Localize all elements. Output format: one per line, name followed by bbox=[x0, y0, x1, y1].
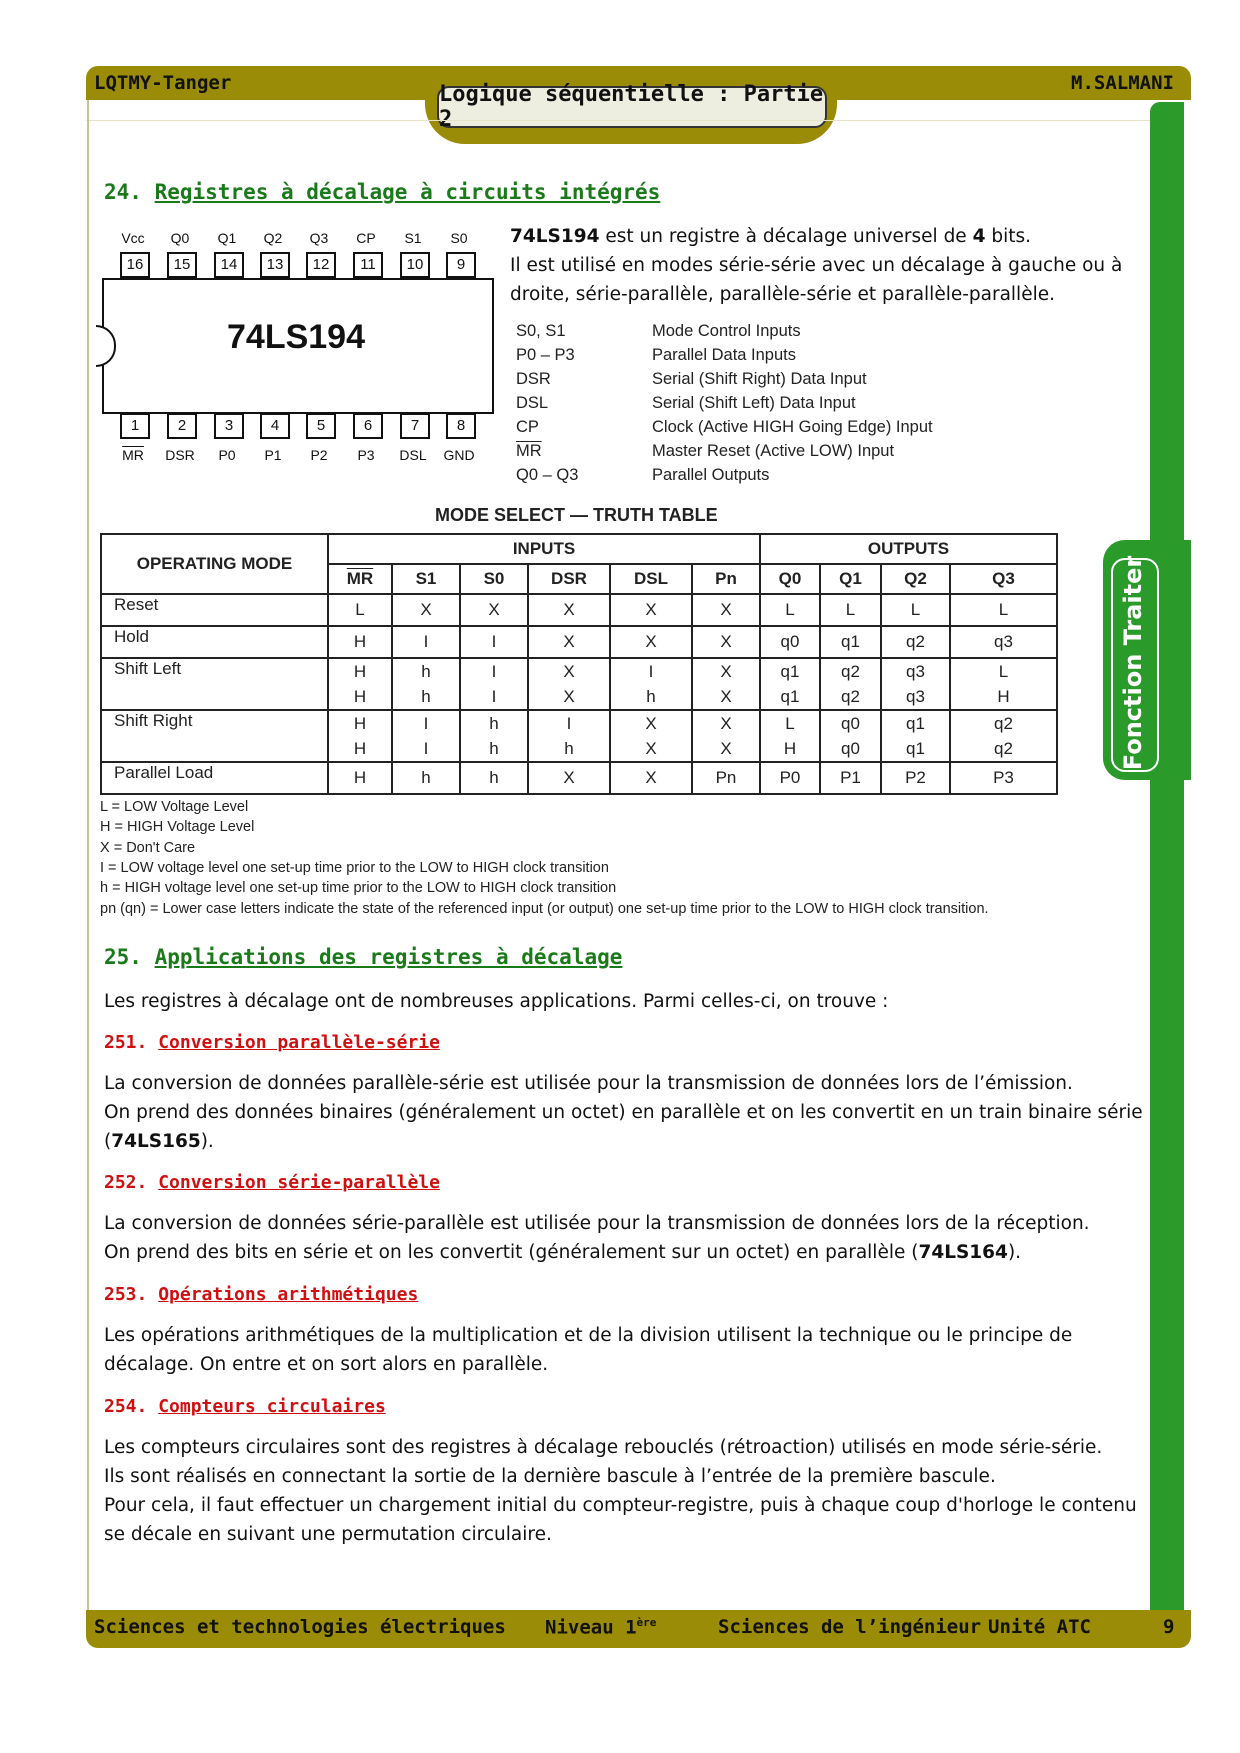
section-252-text bbox=[104, 1209, 1144, 1267]
truth-table-mode: Reset bbox=[101, 594, 328, 626]
footer-subject: Sciences de l’ingénieur bbox=[718, 1616, 982, 1638]
truth-table-cell-line: H bbox=[353, 714, 367, 733]
truth-table-cell bbox=[528, 658, 610, 710]
chip-name: 74LS194 bbox=[227, 318, 365, 356]
chip-top-pin: 13 bbox=[260, 252, 290, 278]
truth-table-cell: h bbox=[460, 762, 528, 794]
section-254-line3: Pour cela, il faut effectuer un chargement initial du compteur-registre, puis à chaque coup d'horloge le contenu se décale en suivant une permutation circulaire. bbox=[104, 1495, 1137, 1545]
col-operating-mode: OPERATING MODE bbox=[101, 534, 328, 594]
truth-table-cell-line: L bbox=[998, 662, 1009, 681]
section-24-number: 24. bbox=[104, 180, 142, 204]
section-251-text bbox=[104, 1069, 1144, 1156]
truth-table-cell-line: q1 bbox=[906, 714, 925, 733]
section-25-number: 25. bbox=[104, 945, 142, 969]
section-251-end: ). bbox=[200, 1131, 214, 1152]
chip-top-pin-label: S1 bbox=[404, 230, 422, 246]
section-25-heading bbox=[104, 945, 622, 969]
truth-table-cell: X bbox=[392, 594, 460, 626]
truth-table-cell-line: q2 bbox=[994, 739, 1013, 758]
truth-table-cell-line: X bbox=[720, 687, 732, 706]
section-253-number: 253. bbox=[104, 1284, 148, 1305]
footer-unit: Unité ATC bbox=[988, 1616, 1091, 1638]
pin-description: Master Reset (Active LOW) Input bbox=[652, 442, 895, 460]
chip-bottom-pin-label: P1 bbox=[264, 447, 282, 463]
chip-top-pin: 15 bbox=[167, 252, 197, 278]
truth-table-cell: X bbox=[528, 626, 610, 658]
truth-table-cell: P2 bbox=[881, 762, 950, 794]
truth-table-cell-line: q3 bbox=[906, 662, 925, 681]
pin-symbol: $\overline{MR}$ bbox=[516, 442, 542, 460]
section-254-heading bbox=[104, 1396, 386, 1417]
legend-line: h = HIGH voltage level one set-up time prior to the LOW to HIGH clock transition bbox=[100, 880, 617, 897]
pin-symbol: CP bbox=[516, 418, 539, 436]
truth-table-cell-line: H bbox=[353, 739, 367, 758]
footer-program: Sciences et technologies électriques bbox=[94, 1616, 506, 1638]
intro-text: est un registre à décalage universel de bbox=[599, 226, 973, 247]
section-252-line1: La conversion de données série-parallèle est utilisée pour la transmission de données lors de la réception. bbox=[104, 1213, 1090, 1234]
pin-symbol: DSR bbox=[516, 370, 551, 388]
truth-table-col-head: S0 bbox=[460, 564, 528, 594]
truth-table-cell: H bbox=[328, 762, 392, 794]
truth-table-cell-line: H bbox=[353, 662, 367, 681]
truth-table-cell: X bbox=[692, 626, 760, 658]
chip-top-pin-label: Q0 bbox=[170, 230, 190, 246]
section-254-line1: Les compteurs circulaires sont des registres à décalage rebouclés (rétroaction) utilisés en mode série-série. bbox=[104, 1437, 1103, 1458]
pin-symbol: DSL bbox=[516, 394, 549, 412]
chip-bottom-pin: 2 bbox=[167, 413, 197, 439]
chip-top-pin: 14 bbox=[214, 252, 244, 278]
chip-intro bbox=[510, 222, 1150, 309]
truth-table-cell bbox=[820, 658, 881, 710]
truth-table-cell: q0 bbox=[760, 626, 820, 658]
truth-table-cell bbox=[392, 710, 460, 762]
truth-table-cell: L bbox=[950, 594, 1057, 626]
legend-line: L = LOW Voltage Level bbox=[100, 799, 249, 815]
section-254-text bbox=[104, 1433, 1150, 1549]
school-name: LQTMY-Tanger bbox=[94, 72, 232, 94]
truth-table-cell-line: q1 bbox=[906, 739, 925, 758]
truth-table-cell bbox=[950, 658, 1057, 710]
section-252-end: ). bbox=[1007, 1242, 1022, 1263]
truth-table-cell-line: X bbox=[645, 714, 657, 733]
truth-table-cell bbox=[692, 658, 760, 710]
pin-description: Serial (Shift Right) Data Input bbox=[652, 370, 867, 388]
section-251-heading bbox=[104, 1032, 440, 1053]
truth-table-cell bbox=[610, 658, 692, 710]
chip-top-pin-label: Vᴄᴄ bbox=[121, 230, 145, 246]
chip-bottom-pin: 3 bbox=[214, 413, 244, 439]
section-252-line2: On prend des bits en série et on les convertit (généralement sur un octet) en parallèle ( bbox=[104, 1242, 919, 1263]
chip-bottom-pin-label: P0 bbox=[218, 447, 236, 463]
truth-table-cell: P0 bbox=[760, 762, 820, 794]
section-253-title: Opérations arithmétiques bbox=[158, 1284, 419, 1305]
truth-table-cell-line: q1 bbox=[780, 687, 800, 706]
section-254-line2: Ils sont réalisés en connectant la sortie de la dernière bascule à l’entrée de la première bascule. bbox=[104, 1466, 996, 1487]
truth-table-col-head: Q2 bbox=[881, 564, 950, 594]
chip-top-pin: 9 bbox=[446, 252, 476, 278]
chip-bottom-pin: 8 bbox=[446, 413, 476, 439]
truth-table-row bbox=[101, 658, 1057, 710]
truth-table-cell-line: X bbox=[720, 714, 732, 733]
truth-table-cell-line: I bbox=[423, 714, 429, 733]
chip-ref: 74LS194 bbox=[510, 226, 600, 247]
truth-table-cell: X bbox=[528, 594, 610, 626]
side-band bbox=[1150, 102, 1184, 1622]
truth-table-mode: Parallel Load bbox=[101, 762, 328, 794]
chip-bottom-pin-label: DSL bbox=[399, 447, 427, 463]
pin-description: Parallel Outputs bbox=[652, 466, 770, 484]
truth-table-cell: L bbox=[328, 594, 392, 626]
section-251-number: 251. bbox=[104, 1032, 148, 1053]
page-title: Logique séquentielle : Partie 2 bbox=[437, 86, 827, 128]
truth-table-cell bbox=[881, 710, 950, 762]
truth-table-cell: P3 bbox=[950, 762, 1057, 794]
truth-table-cell-line: I bbox=[491, 662, 497, 681]
footer-level-sup: ère bbox=[636, 1616, 657, 1629]
truth-table-mode: Shift Left bbox=[101, 658, 328, 710]
truth-table-cell-line: q2 bbox=[841, 687, 860, 706]
truth-table-cell: P1 bbox=[820, 762, 881, 794]
chip-top-pin-label: Q2 bbox=[263, 230, 283, 246]
truth-table-cell-line: X bbox=[563, 662, 575, 681]
truth-table-col-head: Pn bbox=[692, 564, 760, 594]
chip-bottom-pin: 7 bbox=[400, 413, 430, 439]
truth-table bbox=[100, 533, 1058, 795]
truth-table-cell bbox=[528, 710, 610, 762]
truth-table-cell: X bbox=[692, 594, 760, 626]
truth-table-cell: Pn bbox=[692, 762, 760, 794]
truth-table-cell: H bbox=[328, 626, 392, 658]
intro-line2: Il est utilisé en modes série-série avec un décalage à gauche ou à droite, série-parallèle, parallèle-série et parallèle-parallèle. bbox=[510, 255, 1123, 305]
legend-line: X = Don't Care bbox=[100, 839, 196, 856]
truth-table-cell-line: X bbox=[645, 739, 657, 758]
chip-bottom-pin-label: P2 bbox=[310, 447, 328, 463]
truth-table-cell: q3 bbox=[950, 626, 1057, 658]
truth-table-cell-line: I bbox=[566, 714, 572, 733]
section-252-heading bbox=[104, 1172, 440, 1193]
truth-table-col-head: $\overline{MR}$ bbox=[328, 564, 392, 594]
footer-level bbox=[545, 1616, 656, 1638]
legend-line: pn (qn) = Lower case letters indicate the state of the referenced input (or output) one set-up time prior to the LOW to HIGH clock transition. bbox=[100, 900, 989, 917]
truth-table-cell-line: q0 bbox=[841, 739, 860, 758]
truth-table-cell bbox=[328, 658, 392, 710]
pin-symbol: Q0 – Q3 bbox=[516, 466, 579, 484]
section-24-heading bbox=[104, 180, 660, 204]
author-name: M.SALMANI bbox=[1071, 72, 1174, 94]
truth-table-cell: L bbox=[881, 594, 950, 626]
pin-symbol: P0 – P3 bbox=[516, 346, 575, 364]
truth-table-cell bbox=[820, 710, 881, 762]
chip-top-pin-label: CP bbox=[356, 230, 376, 246]
truth-table-cell-line: X bbox=[563, 687, 575, 706]
truth-table-cell bbox=[881, 658, 950, 710]
truth-table-col-head: DSL bbox=[610, 564, 692, 594]
truth-table-cell-line: I bbox=[423, 739, 429, 758]
footer-page-number: 9 bbox=[1163, 1616, 1175, 1638]
chip-bottom-pin: 1 bbox=[120, 413, 150, 439]
intro-end: bits. bbox=[985, 226, 1031, 247]
truth-table-cell-line: h bbox=[421, 662, 431, 681]
truth-table-cell bbox=[460, 710, 528, 762]
header-divider bbox=[86, 120, 1166, 121]
chip-bottom-pin: 6 bbox=[353, 413, 383, 439]
chip-top-pin: 16 bbox=[120, 252, 150, 278]
pin-description: Mode Control Inputs bbox=[652, 322, 801, 340]
chip-top-pin-label: Q3 bbox=[309, 230, 329, 246]
section-251-chip: 74LS165 bbox=[111, 1131, 201, 1152]
truth-table-title: MODE SELECT — TRUTH TABLE bbox=[435, 505, 718, 525]
truth-table-cell-line: q1 bbox=[780, 662, 800, 681]
truth-table-cell: X bbox=[610, 762, 692, 794]
truth-table-cell-line: h bbox=[489, 714, 499, 733]
truth-table-cell: X bbox=[460, 594, 528, 626]
section-253-text: Les opérations arithmétiques de la multiplication et de la division utilisent la technique ou le principe de décalage. On entre et on sort alors en parallèle. bbox=[104, 1325, 1073, 1375]
chip-bottom-pin-label: GND bbox=[443, 447, 475, 463]
truth-table-cell-line: h bbox=[646, 687, 656, 706]
section-254-title: Compteurs circulaires bbox=[158, 1396, 386, 1417]
truth-table-cell: X bbox=[610, 626, 692, 658]
truth-table-cell-line: q2 bbox=[841, 662, 860, 681]
pin-description: Clock (Active HIGH Going Edge) Input bbox=[652, 418, 933, 436]
chip-top-pin: 10 bbox=[400, 252, 430, 278]
section-253-heading bbox=[104, 1284, 418, 1305]
truth-table-row bbox=[101, 626, 1057, 658]
truth-table-cell bbox=[950, 710, 1057, 762]
truth-table-cell bbox=[392, 658, 460, 710]
truth-table-cell-line: h bbox=[489, 739, 499, 758]
truth-table-cell-line: I bbox=[491, 687, 497, 706]
section-252-title: Conversion série-parallèle bbox=[158, 1172, 440, 1193]
pin-symbol: S0, S1 bbox=[516, 322, 566, 340]
section-251-line2: On prend des données binaires (généralement un octet) en parallèle et on les convertit en un train binaire série ( bbox=[104, 1102, 1143, 1152]
chip-bottom-pin: 5 bbox=[306, 413, 336, 439]
truth-table-cell-line: H bbox=[353, 687, 367, 706]
section-254-number: 254. bbox=[104, 1396, 148, 1417]
truth-table-cell-line: q3 bbox=[906, 687, 925, 706]
truth-table-mode: Hold bbox=[101, 626, 328, 658]
truth-table-cell bbox=[328, 710, 392, 762]
chip-top-pin: 12 bbox=[306, 252, 336, 278]
truth-table-row bbox=[101, 710, 1057, 762]
truth-table-row bbox=[101, 594, 1057, 626]
left-margin-rule bbox=[87, 100, 89, 1640]
truth-table-cell: X bbox=[528, 762, 610, 794]
chip-bottom-pin-label: DSR bbox=[165, 447, 195, 463]
truth-table-cell bbox=[460, 658, 528, 710]
truth-table-mode: Shift Right bbox=[101, 710, 328, 762]
truth-table-col-head: Q3 bbox=[950, 564, 1057, 594]
chip-bottom-pin: 4 bbox=[260, 413, 290, 439]
truth-table-cell: q2 bbox=[881, 626, 950, 658]
chip-bottom-pin-label: P3 bbox=[357, 447, 375, 463]
truth-table-col-head: S1 bbox=[392, 564, 460, 594]
truth-table-cell: X bbox=[610, 594, 692, 626]
pin-description: Serial (Shift Left) Data Input bbox=[652, 394, 856, 412]
truth-table-cell: I bbox=[392, 626, 460, 658]
truth-table-col-head: Q1 bbox=[820, 564, 881, 594]
truth-table-cell-line: X bbox=[720, 739, 732, 758]
truth-table-cell-line: X bbox=[720, 662, 732, 681]
legend-line: H = HIGH Voltage Level bbox=[100, 819, 255, 836]
truth-table-cell-line: H bbox=[997, 687, 1010, 706]
truth-table-cell bbox=[692, 710, 760, 762]
section-251-line1: La conversion de données parallèle-série est utilisée pour la transmission de données lors de l’émission. bbox=[104, 1073, 1073, 1094]
section-252-chip: 74LS164 bbox=[918, 1242, 1008, 1263]
section-25-intro: Les registres à décalage ont de nombreuses applications. Parmi celles-ci, on trouve : bbox=[104, 991, 889, 1012]
chip-top-pin-label: S0 bbox=[450, 230, 468, 246]
truth-table-row bbox=[101, 762, 1057, 794]
footer-level-text: Niveau 1 bbox=[545, 1616, 637, 1639]
chip-top-pin: 11 bbox=[353, 252, 383, 278]
truth-table-cell-line: I bbox=[648, 662, 654, 681]
section-251-title: Conversion parallèle-série bbox=[158, 1032, 440, 1053]
pin-description: Parallel Data Inputs bbox=[652, 346, 796, 364]
section-24-title: Registres à décalage à circuits intégrés bbox=[154, 180, 661, 204]
intro-bits: 4 bbox=[972, 226, 986, 247]
truth-table-cell bbox=[610, 710, 692, 762]
truth-table-cell: L bbox=[760, 594, 820, 626]
truth-table-cell bbox=[760, 710, 820, 762]
truth-table-cell: h bbox=[392, 762, 460, 794]
truth-table-cell: I bbox=[460, 626, 528, 658]
truth-table-cell-line: h bbox=[564, 739, 574, 758]
chip-top-pin-label: Q1 bbox=[217, 230, 237, 246]
col-outputs: OUTPUTS bbox=[760, 534, 1057, 564]
side-label: Fonction Traiter bbox=[1119, 555, 1147, 771]
legend-line: I = LOW voltage level one set-up time prior to the LOW to HIGH clock transition bbox=[100, 859, 609, 876]
section-252-number: 252. bbox=[104, 1172, 148, 1193]
truth-table-cell: L bbox=[820, 594, 881, 626]
truth-table-cell-line: q0 bbox=[841, 714, 860, 733]
truth-table-cell-line: q2 bbox=[994, 714, 1013, 733]
truth-table-col-head: Q0 bbox=[760, 564, 820, 594]
col-inputs: INPUTS bbox=[328, 534, 760, 564]
truth-table-col-head: DSR bbox=[528, 564, 610, 594]
section-25-title: Applications des registres à décalage bbox=[154, 945, 623, 969]
truth-table-cell: q1 bbox=[820, 626, 881, 658]
truth-table-cell-line: H bbox=[783, 739, 797, 758]
truth-table-cell-line: h bbox=[421, 687, 431, 706]
truth-table-cell-line: L bbox=[785, 714, 795, 733]
truth-table-cell bbox=[760, 658, 820, 710]
chip-bottom-pin-label: $\overline{MR}$ bbox=[122, 447, 144, 463]
